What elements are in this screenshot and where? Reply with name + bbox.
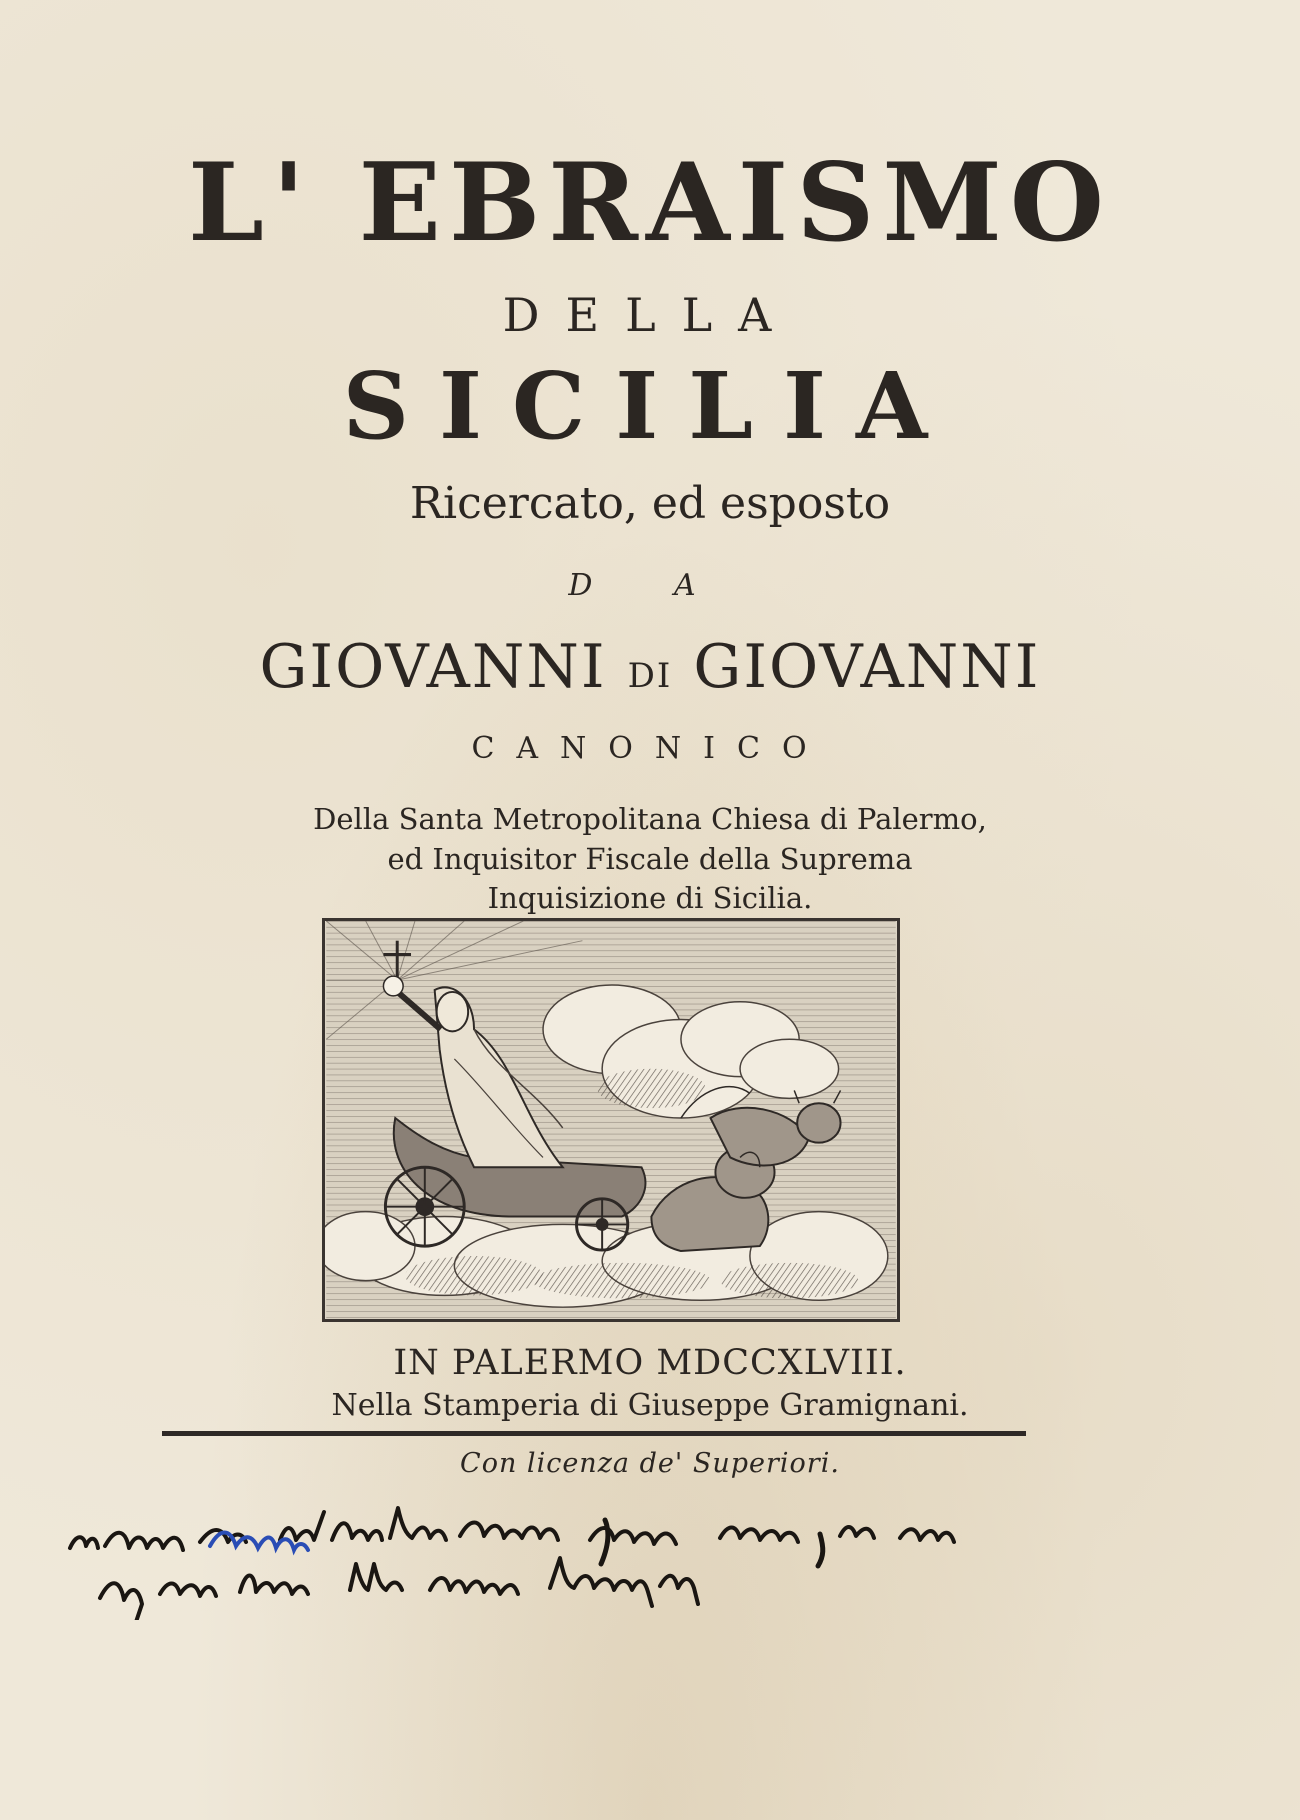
author-name bbox=[0, 632, 1300, 702]
engraving-image bbox=[325, 921, 897, 1319]
author-particle: DI bbox=[627, 656, 673, 696]
author-role: CANONICO bbox=[471, 731, 829, 766]
title-line-2: DELLA bbox=[502, 288, 798, 342]
handwriting-scribble bbox=[60, 1480, 1140, 1620]
title-line-3: SICILIA bbox=[342, 352, 958, 460]
author-first-name: GIOVANNI bbox=[259, 632, 607, 702]
author-description-1: Della Santa Metropolitana Chiesa di Palermo, bbox=[313, 802, 987, 836]
author-last-name: GIOVANNI bbox=[693, 632, 1041, 702]
title-line-1: L' EBRAISMO bbox=[188, 140, 1112, 266]
imprint-place-year: IN PALERMO MDCCXLVIII. bbox=[393, 1343, 907, 1383]
author-by: D A bbox=[568, 568, 732, 603]
author-description-2: ed Inquisitor Fiscale della Suprema bbox=[387, 842, 913, 876]
divider-rule bbox=[162, 1431, 1026, 1436]
author-description-3: Inquisizione di Sicilia. bbox=[487, 881, 813, 915]
frontispiece-engraving bbox=[322, 918, 900, 1322]
handwritten-annotation bbox=[60, 1480, 1140, 1620]
subtitle: Ricercato, ed esposto bbox=[409, 478, 891, 529]
imprint-printer: Nella Stamperia di Giuseppe Gramignani. bbox=[331, 1388, 969, 1423]
imprint-license: Con licenza de' Superiori. bbox=[460, 1448, 840, 1479]
